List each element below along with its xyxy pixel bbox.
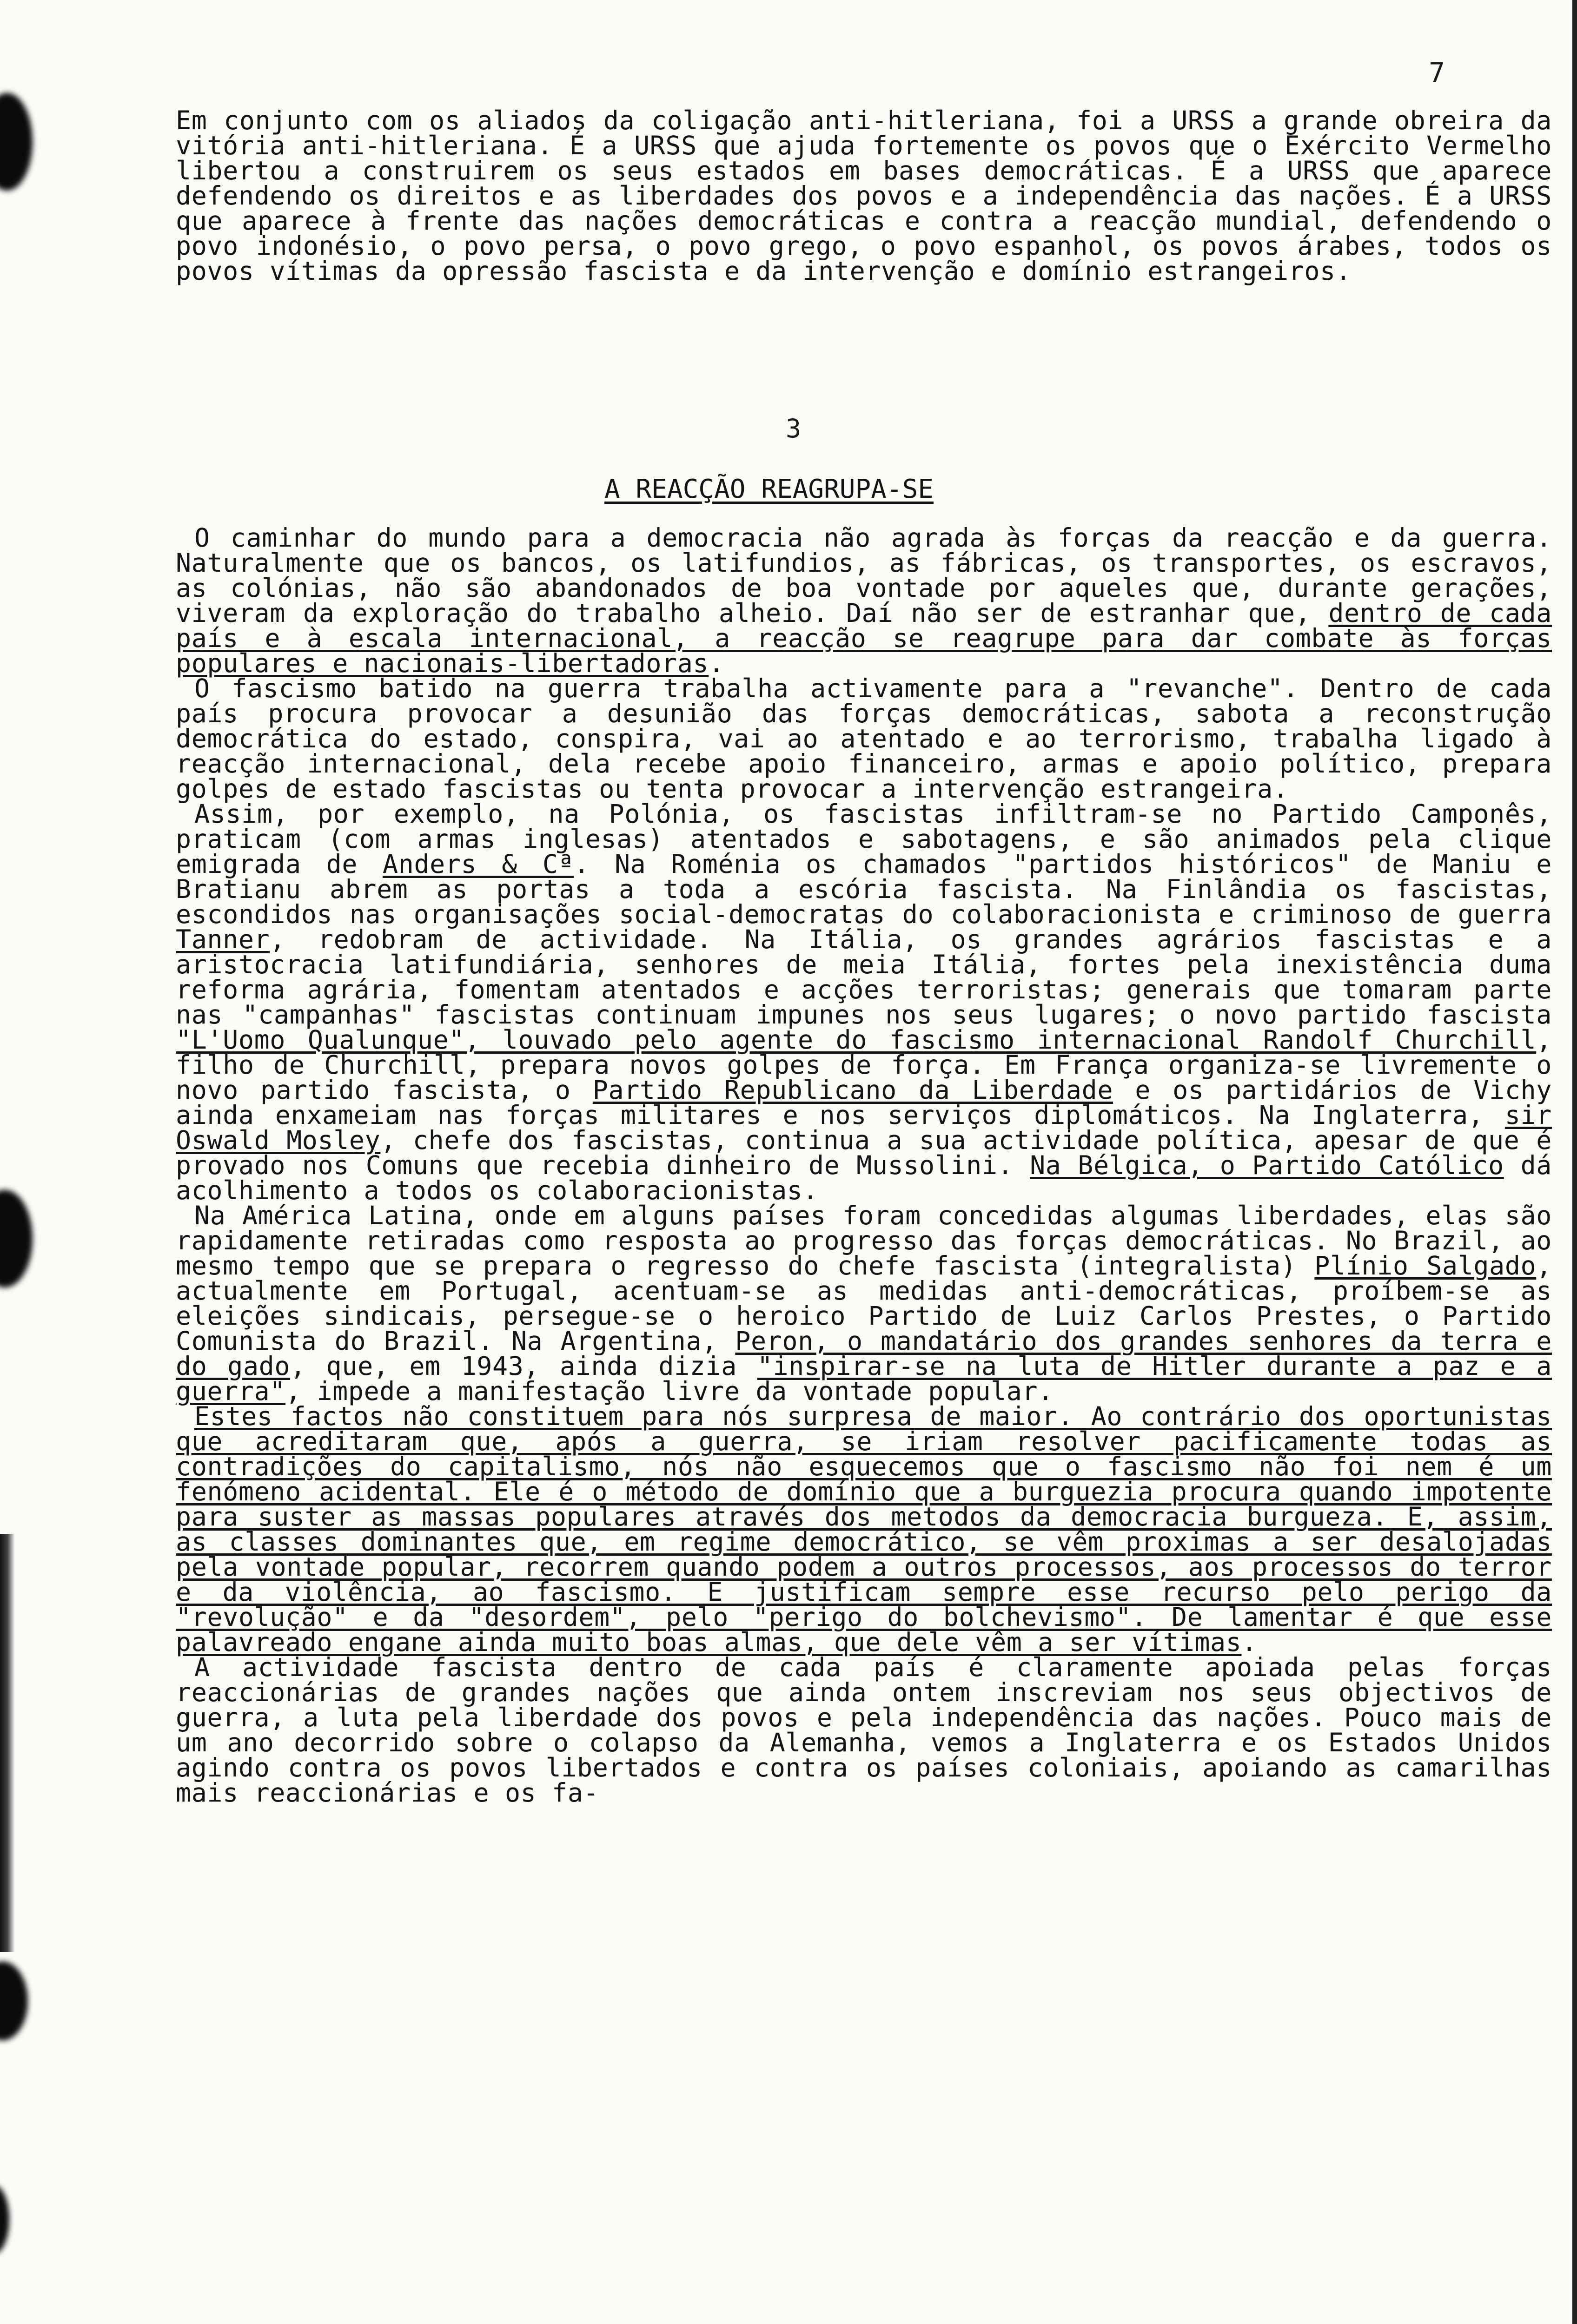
paragraph-3: Assim, por exemplo, na Polónia, os fascistas infiltram-se no Partido Camponês, praticam (com armas inglesas) atentados e sabotagens, e são animados pela clique emigrada de Anders & Cª. Na Roménia os chamados "partidos históricos" de Maniu e Bratianu abrem as portas a toda a escória fascista. Na Finlândia os fascistas, escondidos nas organisações social-democratas do colaboracionista e criminoso de guerra Tanner, redobram de actividade. Na Itália, os grandes agrários fascistas e a aristocracia latifundiária, senhores de meia Itália, fortes pela inexistência duma reforma agrária, fomentam atentados e acções terroristas; generais que tomaram parte nas "campanhas" fascistas continuam impunes nos seus lugares; o novo partido fascista "L'Uomo Qualunque", louvado pelo agente do fascismo internacional Randolf Churchill, filho de Churchill, prepara novos golpes de força. Em França organiza-se livremente o novo partido fascista, o Partido Republicano da Liberdade e os partidários de Vichy ainda enxameiam nas forças militares e nos serviços diplomáticos. Na Inglaterra, sir Oswald Mosley, chefe dos fascistas, continua a sua actividade política, apesar de que é provado nos Comuns que recebia dinheiro de Mussolini. Na Bélgica, o Partido Católico dá acolhimento a todos os colaboracionistas. [176, 799, 1552, 1205]
intro-paragraph [176, 108, 1552, 284]
underlined-name: Anders & Cª [383, 849, 574, 879]
scan-blot [0, 2185, 9, 2254]
paragraph-1: O caminhar do mundo para a democracia não agrada às forças da reacção e da guerra. Naturalmente que os bancos, os latifundios, as fábricas, os transportes, os escravos, as colónias, não são abandonados de boa vontade por aqueles que, durante gerações, viveram da exploração do trabalho alheio. Daí não ser de estranhar que, dentro de cada país e à escala internacional, a reacção se reagrupe para dar combate às forças populares e nacionais-libertadoras. [176, 523, 1552, 678]
paragraph-6: A actividade fascista dentro de cada país é claramente apoiada pelas forças reaccionárias de grandes nações que ainda ontem inscreviam nos seus objectivos de guerra, a luta pela liberdade dos povos e pela independência das nações. Pouco mais de um ano decorrido sobre o colapso da Alemanha, vemos a Inglaterra e os Estados Unidos agindo contra os povos libertados e contra os países coloniais, apoiando as camarilhas mais reaccionárias e os fa- [176, 1652, 1552, 1808]
paragraph-2: O fascismo batido na guerra trabalha activamente para a "revanche". Dentro de cada país procura provocar a desunião das forças democráticas, sabota a reconstrução democrática do estado, conspira, vai ao atentado e ao terrorismo, trabalha ligado à reacção internacional, dela recebe apoio financeiro, armas e apoio político, prepara golpes de estado fascistas ou tenta provocar a intervenção estrangeira. [176, 673, 1552, 804]
underlined-passage: Peron, o mandatário dos grandes senhores da terra e do gado [176, 1326, 1552, 1381]
paragraph: Em conjunto com os aliados da coligação anti-hitleriana, foi a URSS a grande obreira da vitória anti-hitleriana. É a URSS que ajuda fortemente os povos que o Exército Vermelho libertou a construirem os seus estados em bases democráticas. É a URSS que aparece defendendo os direitos e as liberdades dos povos e a independência das nações. É a URSS que aparece à frente das nações democráticas e contra a reacção mundial, defendendo o povo indonésio, o povo persa, o povo grego, o povo espanhol, os povos árabes, todos os povos vítimas da opressão fascista e da intervenção e domínio estrangeiros. [176, 106, 1552, 286]
scan-blot [0, 93, 33, 191]
scan-blot [0, 1961, 28, 2040]
underlined-passage: Partido Republicano da Liberdade [592, 1075, 1113, 1105]
underlined-name: sir Oswald Mosley [176, 1100, 1552, 1155]
underlined-passage: Estes factos não constituem para nós surpresa de maior. Ao contrário dos oportunistas que acreditaram que, após a guerra, se iriam resolver pacificamente todas as contradições do capitalismo, nós não esquecemos que o fascismo não foi nem é um fenómeno acidental. Ele é o método de domínio que a burguezia procura quando impotente para suster as massas populares através dos metodos da democracia burgueza. E, assim, as classes dominantes que, em regime democrático, se vêm proximas a ser desalojadas pela vontade popular, recorrem quando podem a outros processos, aos processos do terror e da violência, ao fascismo. E justificam sempre esse recurso pelo perigo da "revolução" e da "desordem", pelo "perigo do bolchevismo". De lamentar é que esse palavreado engane ainda muito boas almas, que dele vêm a ser vítimas [176, 1401, 1552, 1657]
underlined-passage: dentro de cada país e à escala internacional, a reacção se reagrupe para dar combate às forças populares e nacionais-libertadoras [176, 598, 1552, 678]
paragraph-5: Estes factos não constituem para nós surpresa de maior. Ao contrário dos oportunistas que acreditaram que, após a guerra, se iriam resolver pacificamente todas as contradições do capitalismo, nós não esquecemos que o fascismo não foi nem é um fenómeno acidental. Ele é o método de domínio que a burguezia procura quando impotente para suster as massas populares através dos metodos da democracia burgueza. E, assim, as classes dominantes que, em regime democrático, se vêm proximas a ser desalojadas pela vontade popular, recorrem quando podem a outros processos, aos processos do terror e da violência, ao fascismo. E justificam sempre esse recurso pelo perigo da "revolução" e da "desordem", pelo "perigo do bolchevismo". De lamentar é que esse palavreado engane ainda muito boas almas, que dele vêm a ser vítimas. [176, 1401, 1552, 1657]
section-heading: A REACÇÃO REAGRUPA-SE [604, 474, 934, 504]
section-number: 3 [786, 414, 802, 443]
body-text [176, 523, 1552, 1808]
underlined-name: Plínio Salgado [1314, 1251, 1537, 1281]
scan-blot [0, 1190, 33, 1287]
paragraph-4: Na América Latina, onde em alguns países foram concedidas algumas liberdades, elas são rapidamente retiradas como resposta ao progresso das forças democráticas. No Brazil, ao mesmo tempo que se prepara o regresso do chefe fascista (integralista) Plínio Salgado, actualmente em Portugal, acentuam-se as medidas anti-democráticas, proíbem-se as eleições sindicais, persegue-se o heroico Partido de Luiz Carlos Prestes, o Partido Comunista do Brazil. Na Argentina, Peron, o mandatário dos grandes senhores da terra e do gado, que, em 1943, ainda dizia "inspirar-se na luta de Hitler durante a paz e a guerra", impede a manifestação livre da vontade popular. [176, 1201, 1552, 1406]
scan-streak [0, 1534, 15, 1952]
underlined-name: Tanner [176, 924, 270, 954]
scan-edge [1572, 0, 1577, 2324]
underlined-passage: "L'Uomo Qualunque", louvado pelo agente do fascismo internacional Randolf Churchill [176, 1025, 1537, 1055]
page-number: 7 [1429, 57, 1445, 88]
underlined-passage: "inspirar-se na luta de Hitler durante a paz e a guerra" [176, 1351, 1552, 1406]
underlined-passage: Na Bélgica, o Partido Católico [1030, 1150, 1504, 1180]
